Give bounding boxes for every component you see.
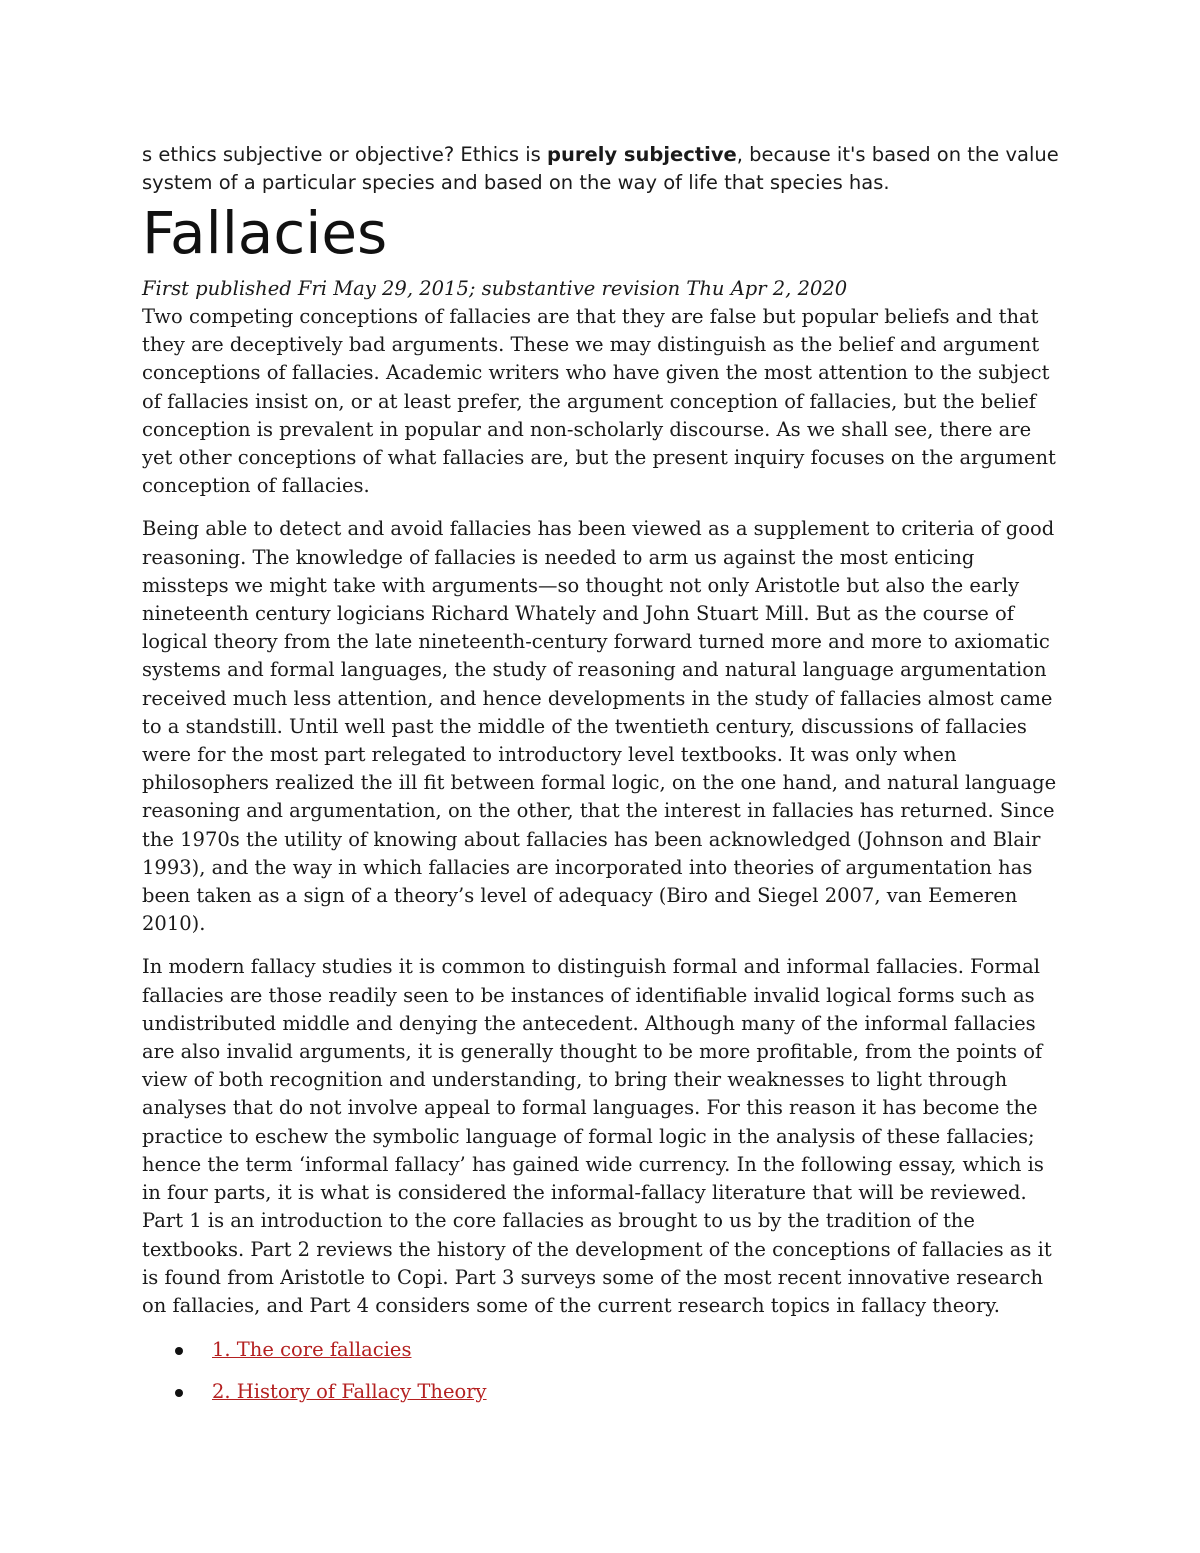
intro-bold-phrase: purely subjective bbox=[547, 143, 737, 166]
body-paragraph-1: Two competing conceptions of fallacies are that they are false but popular beliefs and that they are deceptively bad arguments. These we may distinguish as the belief and argument conceptions of fallacies. Academic writers who have given the most attention to the subject of fallacies insist on, or at least prefer, the argument conception of fallacies, but the belief conception is prevalent in popular and non-scholarly discourse. As we shall see, there are yet other conceptions of what fallacies are, but the present inquiry focuses on the argument conception of fallacies. bbox=[142, 305, 1056, 498]
toc-item bbox=[142, 1378, 1062, 1406]
toc-link-history-fallacy-theory[interactable]: 2. History of Fallacy Theory bbox=[212, 1380, 487, 1404]
table-of-contents bbox=[142, 1336, 1062, 1406]
bullet-icon bbox=[175, 1347, 183, 1355]
intro-text-after: , because it's based on the value system of a particular species and based on the way of life that species has. bbox=[142, 143, 1059, 194]
intro-paragraph bbox=[142, 141, 1062, 197]
body-paragraph-2: Being able to detect and avoid fallacies has been viewed as a supplement to criteria of good reasoning. The knowledge of fallacies is needed to arm us against the most enticing missteps we might take with arguments—so thought not only Aristotle but also the early nineteenth century logicians Richard Whately and John Stuart Mill. But as the course of logical theory from the late nineteenth-century forward turned more and more to axiomatic systems and formal languages, the study of reasoning and natural language argumentation received much less attention, and hence developments in the study of fallacies almost came to a standstill. Until well past the middle of the twentieth century, discussions of fallacies were for the most part relegated to introductory level textbooks. It was only when philosophers realized the ill fit between formal logic, on the one hand, and natural language reasoning and argumentation, on the other, that the interest in fallacies has returned. Since the 1970s the utility of knowing about fallacies has been acknowledged (Johnson and Blair 1993), and the way in which fallacies are incorporated into theories of argumentation has been taken as a sign of a theory’s level of adequacy (Biro and Siegel 2007, van Eemeren 2010). bbox=[142, 517, 1057, 936]
intro-text-before: s ethics subjective or objective? Ethics is bbox=[142, 143, 548, 166]
toc-link-core-fallacies[interactable]: 1. The core fallacies bbox=[212, 1338, 412, 1362]
page-title: Fallacies bbox=[142, 199, 388, 267]
bullet-icon bbox=[175, 1389, 183, 1397]
body-paragraph-3: In modern fallacy studies it is common to distinguish formal and informal fallacies. Formal fallacies are those readily seen to be instances of identifiable invalid logical forms such as undistributed middle and denying the antecedent. Although many of the informal fallacies are also invalid arguments, it is generally thought to be more profitable, from the points of view of both recognition and understanding, to bring their weaknesses to light through analyses that do not involve appeal to formal languages. For this reason it has become the practice to eschew the symbolic language of formal logic in the analysis of these fallacies; hence the term ‘informal fallacy’ has gained wide currency. In the following essay, which is in four parts, it is what is considered the informal-fallacy literature that will be reviewed. Part 1 is an introduction to the core fallacies as brought to us by the tradition of the textbooks. Part 2 reviews the history of the development of the conceptions of fallacies as it is found from Aristotle to Copi. Part 3 surveys some of the most recent innovative research on fallacies, and Part 4 considers some of the current research topics in fallacy theory. bbox=[142, 955, 1052, 1317]
publication-info: First published Fri May 29, 2015; substantive revision Thu Apr 2, 2020 bbox=[142, 277, 848, 300]
toc-item bbox=[142, 1336, 1062, 1364]
document-page bbox=[142, 141, 1062, 1420]
